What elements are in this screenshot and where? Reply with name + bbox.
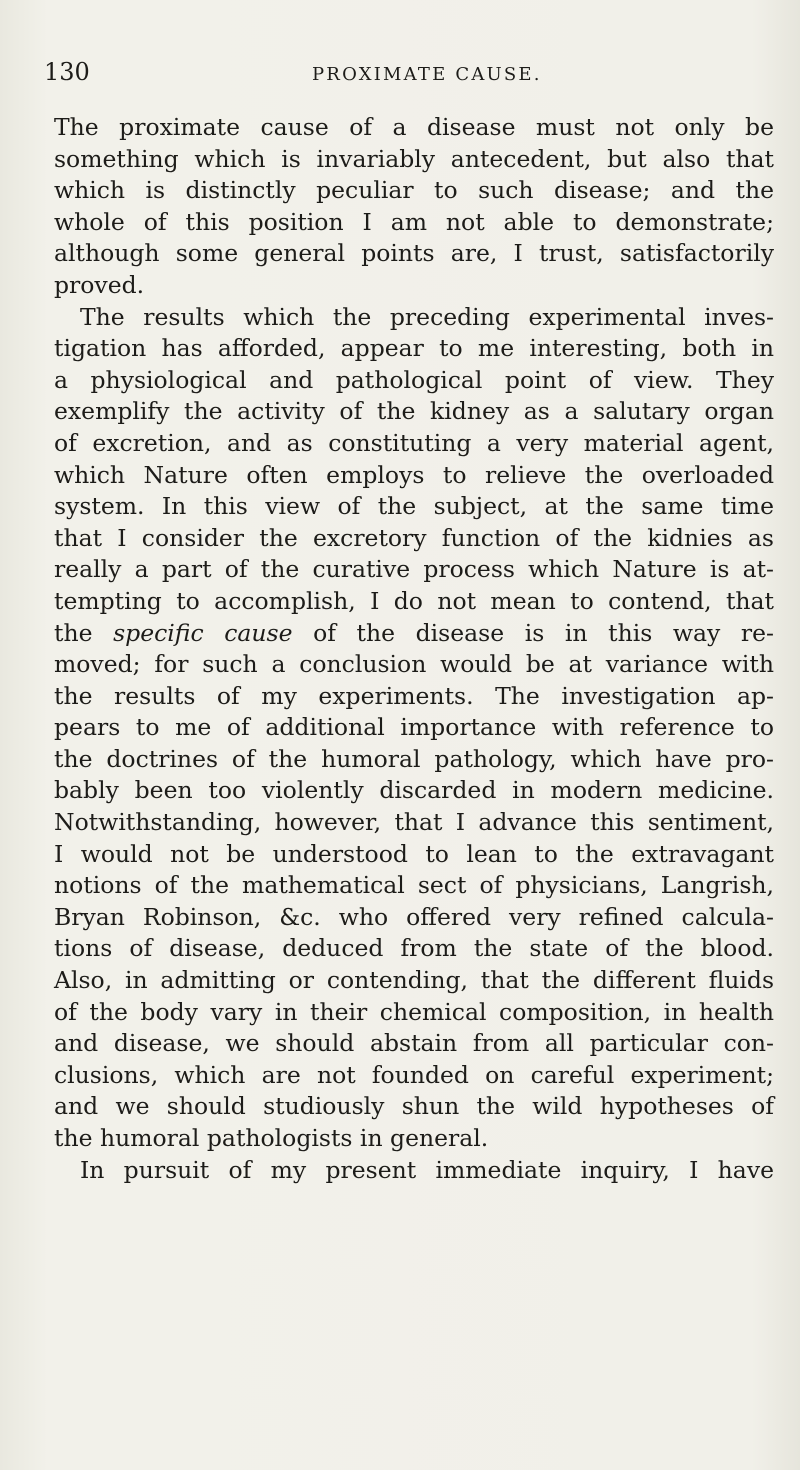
text-line: bably been too violently discarded in modern medicine.: [54, 776, 774, 805]
text-segment: the: [54, 618, 114, 647]
text-line: The results which the preceding experimental inves-: [80, 302, 774, 331]
text-line: a physiological and pathological point of view. They: [54, 365, 774, 394]
text-line: although some general points are, I trust, satisfactorily: [54, 239, 774, 268]
text-line: of excretion, and as constituting a very material agent,: [54, 428, 774, 457]
text-segment: of the disease is in this way re-: [292, 618, 774, 647]
text-line: the doctrines of the humoral pathology, which have pro-: [54, 744, 774, 773]
text-line: tions of disease, deduced from the state of the blood.: [54, 934, 774, 963]
text-line: moved; for such a conclusion would be at variance with: [54, 650, 774, 679]
text-line: clusions, which are not founded on careful experiment;: [54, 1060, 774, 1089]
text-line: and disease, we should abstain from all particular con-: [54, 1029, 774, 1058]
text-line: which is distinctly peculiar to such disease; and the: [54, 176, 774, 205]
body-text: [54, 112, 774, 1186]
text-line: The proximate cause of a disease must not only be: [54, 113, 774, 141]
text-line: of the body vary in their chemical composition, in health: [54, 997, 774, 1026]
text-line: Also, in admitting or contending, that the different fluids: [54, 966, 774, 995]
text-line: something which is invariably antecedent, but also that: [54, 144, 774, 173]
page-header: [0, 58, 800, 98]
text-line: system. In this view of the subject, at the same time: [54, 492, 774, 521]
text-line: the humoral pathologists in general.: [54, 1124, 489, 1152]
text-line: whole of this position I am not able to demonstrate;: [54, 207, 774, 236]
text-line: Notwithstanding, however, that I advance this sentiment,: [54, 808, 774, 837]
text-line: tempting to accomplish, I do not mean to contend, that: [54, 586, 774, 615]
text-line: really a part of the curative process which Nature is at-: [54, 555, 774, 584]
text-line: the results of my experiments. The investigation ap-: [54, 681, 774, 710]
running-title: PROXIMATE CAUSE.: [312, 64, 542, 85]
text-line: that I consider the excretory function of the kidnies as: [54, 523, 774, 552]
text-line: I would not be understood to lean to the extravagant: [54, 839, 774, 868]
text-line-with-italic: [54, 618, 774, 650]
text-line: tigation has afforded, appear to me interesting, both in: [54, 334, 774, 363]
text-line: In pursuit of my present immediate inquiry, I have: [80, 1155, 774, 1184]
text-line: exemplify the activity of the kidney as a salutary organ: [54, 397, 774, 426]
italic-phrase: specific cause: [113, 618, 293, 647]
text-line: pears to me of additional importance with reference to: [54, 713, 774, 742]
text-line: proved.: [54, 270, 145, 299]
text-line: Bryan Robinson, &c. who offered very refined calcula-: [54, 902, 774, 931]
text-line: notions of the mathematical sect of physicians, Langrish,: [54, 871, 774, 900]
page-number: 130: [44, 58, 90, 86]
text-line: and we should studiously shun the wild hypotheses of: [54, 1092, 774, 1121]
text-line: which Nature often employs to relieve the overloaded: [54, 460, 774, 489]
